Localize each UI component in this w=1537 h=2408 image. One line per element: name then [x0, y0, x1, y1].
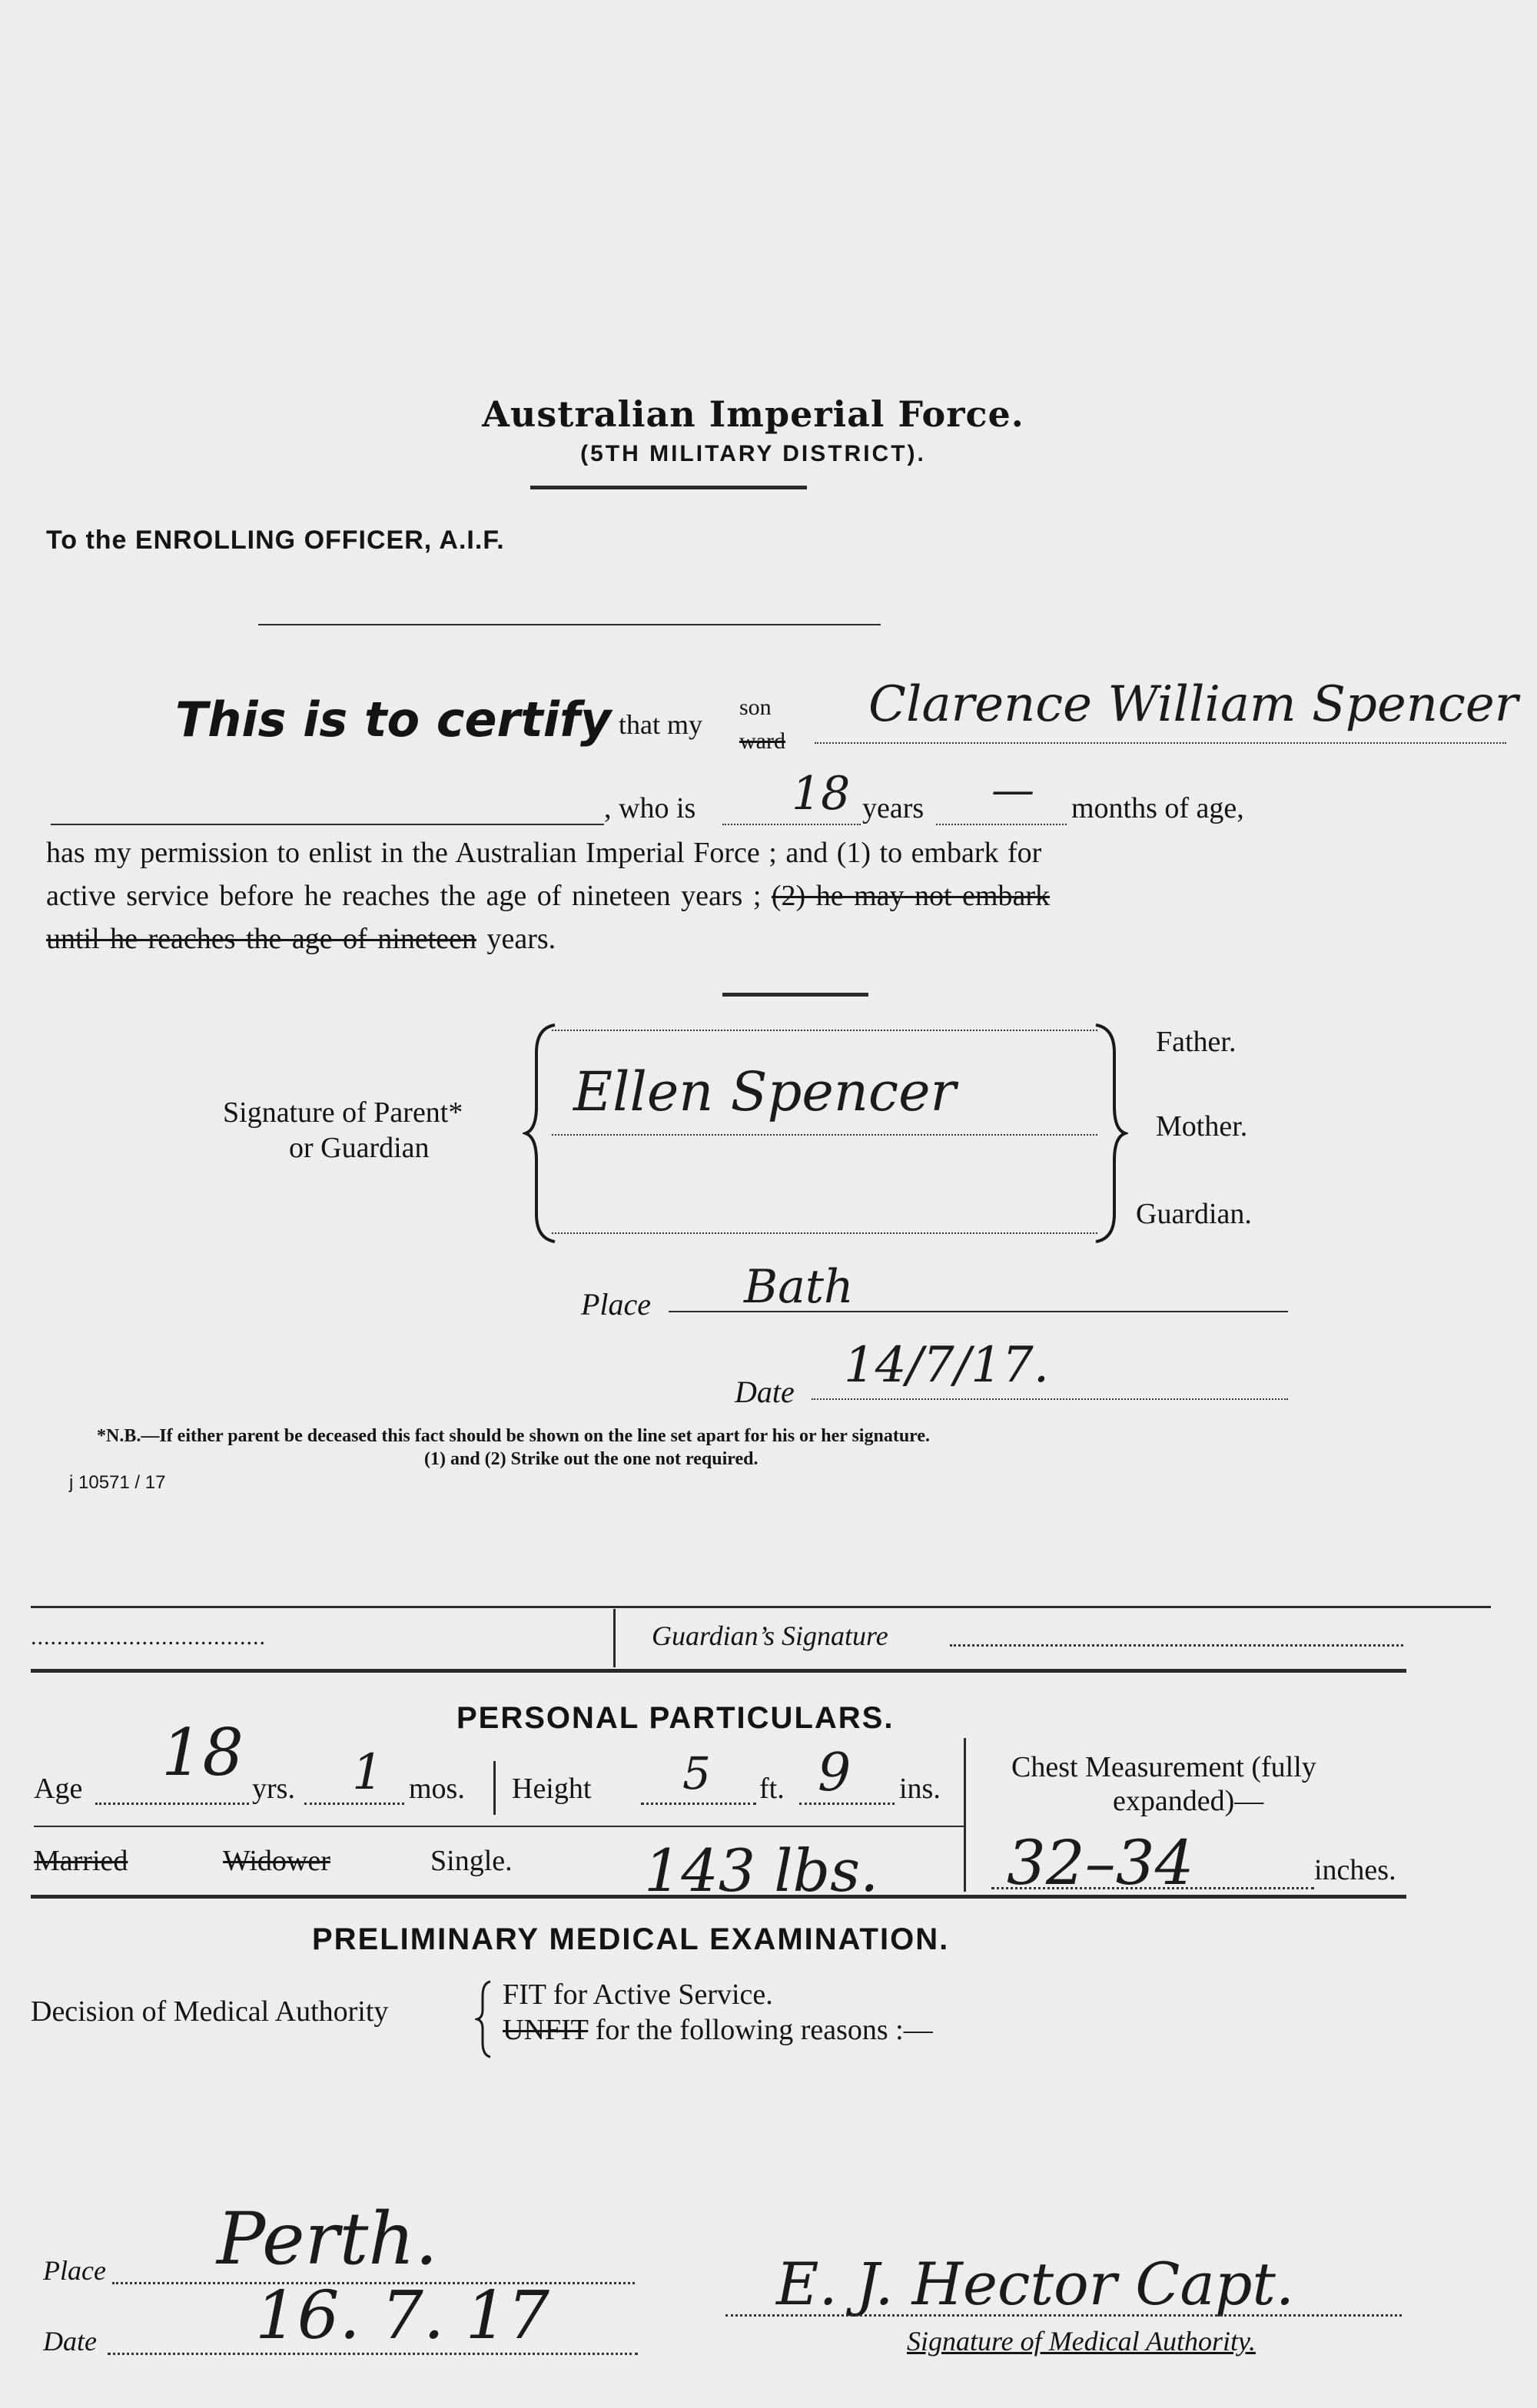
place-label: Place	[581, 1287, 652, 1322]
form-number: j 10571 / 17	[69, 1472, 166, 1493]
age-months-line	[304, 1803, 404, 1805]
age-yrs-label: yrs.	[252, 1773, 295, 1805]
option-son: son	[739, 695, 772, 720]
particulars-bottom-rule	[31, 1895, 1406, 1899]
inches-label: inches.	[1314, 1854, 1396, 1886]
medical-date-handwritten: 16. 7. 17	[255, 2277, 549, 2354]
form-subtitle: (5TH MILITARY DISTRICT).	[580, 441, 926, 466]
place-handwritten: Bath	[744, 1260, 854, 1314]
signature-brace-right	[1090, 1022, 1128, 1245]
personal-particulars-heading: PERSONAL PARTICULARS.	[456, 1701, 895, 1735]
guardian-signature-dots	[950, 1644, 1403, 1647]
medical-signature-handwritten: E. J. Hector Capt.	[776, 2250, 1295, 2318]
date-handwritten: 14/7/17.	[844, 1337, 1050, 1394]
age-months-value: 1	[352, 1744, 383, 1801]
certificate-line-3-struck: until he reaches the age of nineteen	[46, 923, 476, 955]
nb-note-line-1: *N.B.—If either parent be deceased this fact should be shown on the line set apart for his or her signature.	[97, 1426, 931, 1446]
guardian-row-divider	[613, 1609, 616, 1667]
height-ft-label: ft.	[759, 1773, 785, 1805]
unfit-option	[503, 2013, 933, 2047]
age-label: Age	[34, 1773, 83, 1805]
certificate-line-2-struck: (2) he may not embark	[771, 880, 1050, 912]
guardian-signature-line	[552, 1232, 1097, 1234]
name-line	[815, 742, 1506, 744]
enlistee-name-handwritten: Clarence William Spencer	[868, 676, 1519, 733]
certificate-line-2-text: active service before he reaches the age of nineteen years ;	[46, 880, 762, 912]
certificate-line-3	[46, 922, 556, 956]
age-years-value: 18	[161, 1715, 244, 1790]
mother-signature-handwritten: Ellen Spencer	[573, 1060, 956, 1123]
title-underline	[530, 486, 807, 489]
medical-heading: PRELIMINARY MEDICAL EXAMINATION.	[312, 1922, 950, 1956]
age-height-divider	[493, 1761, 496, 1815]
medical-signature-label: Signature of Medical Authority.	[907, 2326, 1256, 2357]
signature-label-1: Signature of Parent*	[223, 1096, 463, 1129]
fit-option: FIT for Active Service.	[503, 1978, 773, 2011]
guardian-option: Guardian.	[1136, 1198, 1252, 1230]
medical-place-handwritten: Perth.	[217, 2197, 438, 2281]
certificate-line-3-text: years.	[486, 923, 556, 955]
single-label: Single.	[430, 1845, 513, 1877]
nb-note-line-2: (1) and (2) Strike out the one not required.	[424, 1449, 759, 1469]
age-years-handwritten: 18	[792, 767, 851, 821]
guardian-row-bottom-rule	[31, 1669, 1406, 1673]
form-title: Australian Imperial Force.	[482, 393, 1024, 435]
father-option: Father.	[1156, 1026, 1237, 1058]
option-ward-struck: ward	[739, 728, 785, 754]
decision-label: Decision of Medical Authority	[31, 1995, 389, 2028]
years-line	[722, 824, 861, 825]
signature-brace-left	[523, 1022, 561, 1245]
certificate-separator	[722, 993, 868, 997]
certify-lead: This is to certify	[175, 692, 612, 748]
height-ft-value: 5	[682, 1747, 711, 1799]
unfit-reasons-label: for the following reasons :—	[595, 2014, 933, 2046]
date-line	[812, 1398, 1288, 1400]
addressee-blank-line	[258, 624, 881, 625]
widower-struck: Widower	[223, 1845, 330, 1877]
father-signature-line	[552, 1030, 1097, 1031]
chest-divider	[964, 1738, 966, 1892]
months-line	[936, 824, 1067, 825]
age-months-handwritten: —	[991, 765, 1034, 815]
name-continuation-line	[51, 824, 604, 825]
place-line	[669, 1311, 1288, 1312]
chest-label-1: Chest Measurement (fully	[1011, 1751, 1316, 1783]
months-of-age-label: months of age,	[1071, 792, 1244, 824]
particulars-mid-rule	[34, 1826, 964, 1827]
certificate-line-1: has my permission to enlist in the Australian Imperial Force ; and (1) to embark for	[46, 837, 1042, 869]
medical-signature-line	[725, 2314, 1402, 2317]
height-in-value: 9	[818, 1743, 851, 1803]
chest-line	[991, 1887, 1314, 1889]
medical-place-label: Place	[43, 2255, 106, 2286]
weight-handwritten: 143 lbs.	[644, 1836, 879, 1905]
guardian-row-top-rule	[31, 1606, 1491, 1608]
guardian-row-left-dots: ....................................	[31, 1624, 266, 1650]
mother-option: Mother.	[1156, 1110, 1248, 1143]
age-years-line	[95, 1803, 249, 1805]
certify-that-my: that my	[619, 709, 702, 740]
age-mos-label: mos.	[409, 1773, 465, 1805]
chest-handwritten: 32–34	[1007, 1827, 1194, 1899]
mother-signature-line	[552, 1134, 1097, 1136]
certificate-line-2	[46, 879, 1050, 913]
unfit-struck: UNFIT	[503, 2014, 589, 2046]
signature-label-2: or Guardian	[289, 1132, 430, 1164]
years-label: years	[862, 792, 925, 824]
height-ins-label: ins.	[899, 1773, 941, 1805]
guardian-signature-label: Guardian’s Signature	[652, 1620, 888, 1651]
decision-brace	[475, 1979, 493, 2059]
height-label: Height	[512, 1773, 592, 1805]
date-label: Date	[735, 1375, 795, 1409]
married-struck: Married	[34, 1845, 128, 1877]
height-ft-line	[641, 1803, 756, 1805]
chest-label-2: expanded)—	[1113, 1785, 1264, 1817]
medical-date-label: Date	[43, 2326, 97, 2357]
who-is-label: , who is	[604, 792, 696, 824]
addressee: To the ENROLLING OFFICER, A.I.F.	[46, 526, 505, 555]
